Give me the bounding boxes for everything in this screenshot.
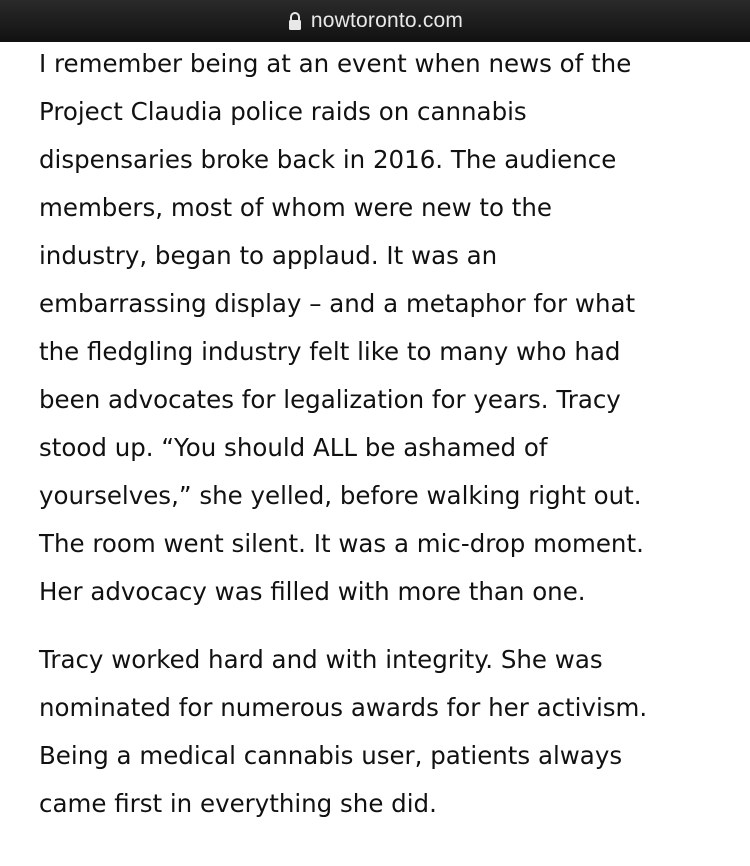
text-line: Project Claudia police raids on cannabis [39, 97, 527, 126]
text-line: nominated for numerous awards for her activism. [39, 693, 648, 722]
text-line: been advocates for legalization for years. Tracy [39, 385, 621, 414]
url-text[interactable]: nowtoronto.com [310, 9, 464, 32]
text-line: the fledgling industry felt like to many who had [39, 337, 621, 366]
text-line: Tracy worked hard and with integrity. She was [39, 645, 603, 674]
text-line: members, most of whom were new to the [39, 193, 552, 222]
text-line: came first in everything she did. [39, 789, 437, 818]
lock-icon [287, 11, 303, 31]
text-line: dispensaries broke back in 2016. The audience [39, 145, 617, 174]
article-body [39, 40, 729, 828]
article-paragraph [39, 636, 729, 828]
text-line: The room went silent. It was a mic-drop moment. [39, 529, 644, 558]
text-line: I remember being at an event when news of the [39, 49, 632, 78]
text-line: yourselves,” she yelled, before walking right out. [39, 481, 642, 510]
text-line: stood up. “You should ALL be ashamed of [39, 433, 548, 462]
article-paragraph [39, 40, 729, 616]
text-line: embarrassing display – and a metaphor for what [39, 289, 636, 318]
address-bar[interactable] [0, 0, 750, 42]
text-line: Being a medical cannabis user, patients always [39, 741, 623, 770]
text-line: industry, began to applaud. It was an [39, 241, 498, 270]
text-line: Her advocacy was filled with more than one. [39, 577, 586, 606]
